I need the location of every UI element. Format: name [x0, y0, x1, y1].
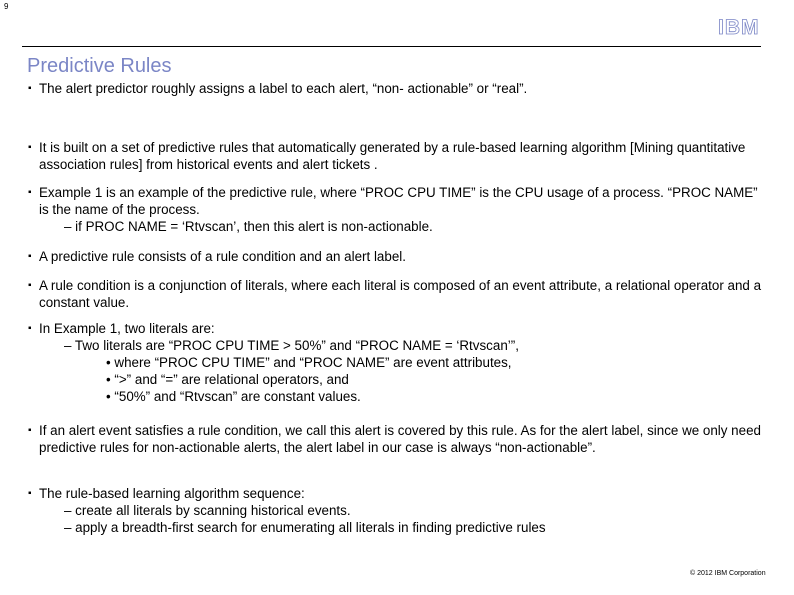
- bullet-1: ▪ The alert predictor roughly assigns a label to each alert, “non- actionable” or “real”.: [28, 81, 528, 96]
- bullet-7: ▪ If an alert event satisfies a rule condition, we call this alert is covered by this rule. As for the alert label, since we only need predictive rules for non-actionable alerts, the alert label in our case is always “non-actionable”.: [28, 423, 761, 455]
- bullet-8: ▪ The rule-based learning algorithm sequence: – create all literals by scanning historical events. – apply a breadth-first search for enumerating all literals in finding predictive rules: [28, 486, 546, 535]
- ibm-logo: IBM: [718, 17, 770, 39]
- slide-title: Predictive Rules: [27, 55, 172, 77]
- bullet-3: ▪ Example 1 is an example of the predictive rule, where “PROC CPU TIME” is the CPU usage of a process. “PROC NAME” is the name of the process. – if PROC NAME = ‘Rtvscan’, then this alert is non-actionable.: [28, 185, 758, 234]
- bullet-2: ▪ It is built on a set of predictive rules that automatically generated by a rule-based learning algorithm [Mining quantitative association rules] from historical events and alert tickets .: [28, 140, 746, 172]
- bullet-4: ▪ A predictive rule consists of a rule condition and an alert label.: [28, 249, 406, 264]
- bullet-6: ▪ In Example 1, two literals are: – Two literals are “PROC CPU TIME > 50%” and “PROC NAME = ‘Rtvscan’”, • where “PROC CPU TIME” and “PROC NAME” are event attributes, • “>” and “=” are relational operators, and • “50%” and “Rtvscan” are constant values.: [28, 321, 519, 404]
- page-number: 9: [4, 2, 9, 11]
- header-rule: [22, 46, 761, 47]
- copyright-footer: © 2012 IBM Corporation: [690, 570, 766, 577]
- bullet-5: ▪ A rule condition is a conjunction of literals, where each literal is composed of an event attribute, a relational operator and a constant value.: [28, 278, 762, 310]
